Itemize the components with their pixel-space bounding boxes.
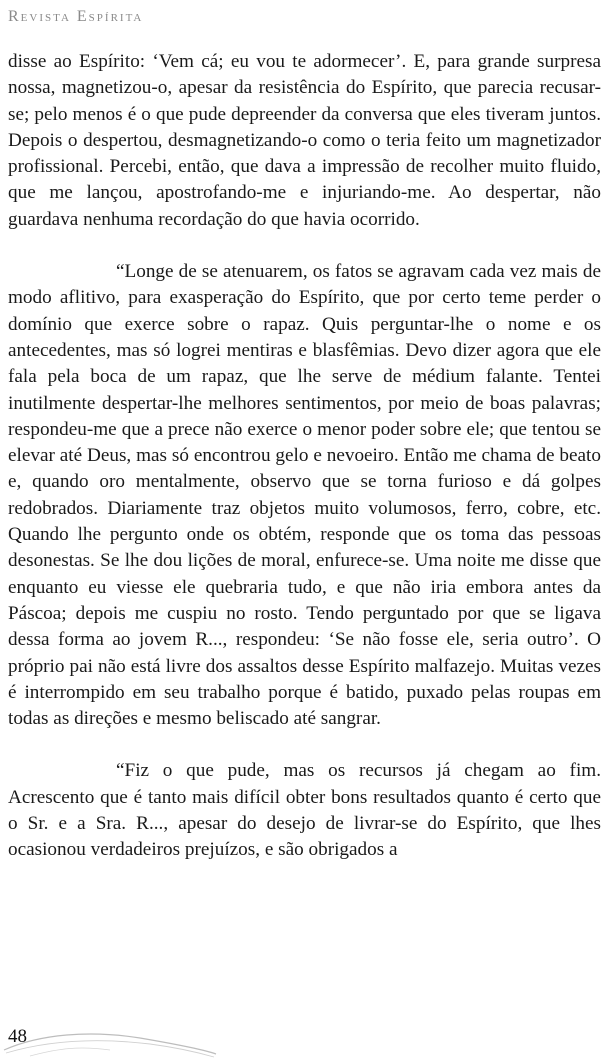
paragraph-continuation: disse ao Espírito: ‘Vem cá; eu vou te adormecer’. E, para grande surpresa nossa, magnetizou-o, apesar da resistência do Espírito, que parecia recusar-se; pelo menos é o que pude depreender da conversa que eles tiveram juntos. Depois o despertou, desmagnetizando-o como o teria feito um magnetizador profissional. Percebi, então, que dava a impressão de recolher muito fluido, que me lançou, apostrofando-me e injuriando-me. Ao despertar, não guardava nenhuma recordação do que havia ocorrido.	[8, 51, 601, 230]
page-number: 48	[8, 1026, 27, 1047]
paragraph-quote-1: “Longe de se atenuarem, os fatos se agravam cada vez mais de modo aflitivo, para exasperação do Espírito, que por certo teme perder o domínio que exerce sobre o rapaz. Quis perguntar-lhe o nome e os antecedentes, mas só logrei mentiras e blasfêmias. Devo dizer agora que ele fala pela boca de um rapaz, que lhe serve de médium falante. Tentei inutilmente despertar-lhe melhores sentimentos, por meio de boas palavras; respondeu-me que a prece não exerce o menor poder sobre ele; que tentou se elevar até Deus, mas só encontrou gelo e nevoeiro. Então me chama de beato e, quando oro mentalmente, observo que se torna furioso e dá golpes redobrados. Diariamente traz objetos muito volumosos, ferro, cobre, etc. Quando lhe pergunto onde os obtém, responde que os toma das pessoas desonestas. Se lhe dou lições de moral, enfurece-se. Uma noite me disse que enquanto eu viesse ele quebraria tudo, e que não iria embora antes da Páscoa; depois me cuspiu no rosto. Tendo perguntado por que se ligava dessa forma ao jovem R..., respondeu: ‘Se não fosse ele, seria outro’. O próprio pai não está livre dos assaltos desse Espírito malfazejo. Muitas vezes é interrompido em seu trabalho porque é batido, puxado pelas roupas em todas as direções e mesmo beliscado até sangrar.	[8, 261, 601, 730]
decorative-flourish-icon	[0, 1020, 220, 1060]
paragraph-quote-2: “Fiz o que pude, mas os recursos já chegam ao fim. Acrescento que é tanto mais difícil obter bons resultados quanto é certo que o Sr. e a Sra. R..., apesar do desejo de livrar-se do Espírito, que lhes ocasionou verdadeiros prejuízos, e são obrigados a	[8, 760, 601, 861]
running-header: Revista Espírita	[8, 8, 144, 25]
body-text	[8, 49, 601, 864]
